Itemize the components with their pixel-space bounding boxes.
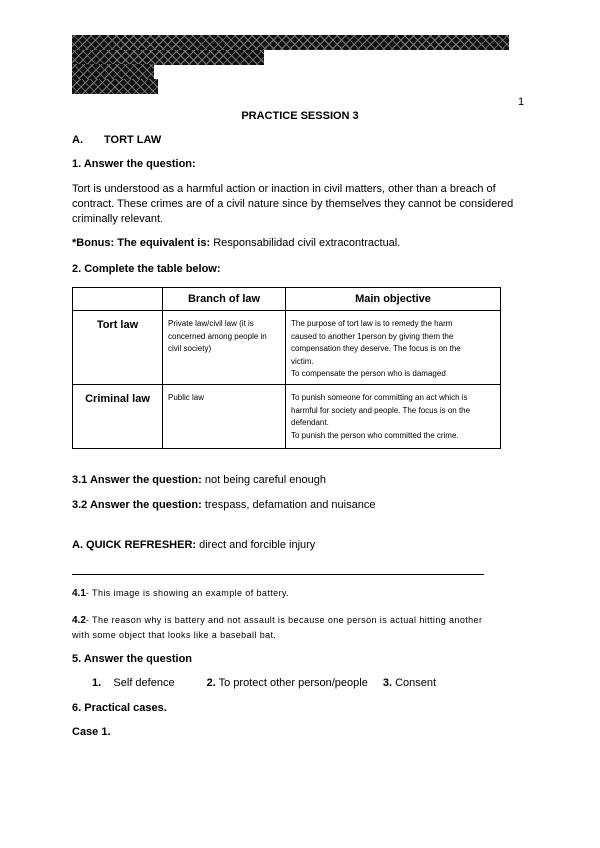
horizontal-divider bbox=[72, 574, 484, 575]
law-comparison-table bbox=[72, 287, 501, 449]
list-item-number: 2. bbox=[206, 677, 216, 689]
q42-line bbox=[72, 613, 482, 628]
q1-answer-line: contract. These crimes are of a civil nature since by themselves they cannot be considered bbox=[72, 198, 514, 210]
criminal-branch-cell bbox=[163, 385, 286, 449]
table-header-row bbox=[73, 288, 501, 311]
tort-objective-line: To compensate the person who is damaged bbox=[291, 369, 446, 378]
criminal-objective-line: To punish the person who committed the crime. bbox=[291, 430, 459, 440]
quick-refresher-label: A. QUICK REFRESHER: bbox=[72, 539, 197, 551]
q41-text: - This image is showing an example of battery. bbox=[85, 588, 290, 598]
section-a-letter: A. bbox=[72, 134, 83, 146]
q1-answer-line: Tort is understood as a harmful action or inaction in civil matters, other than a breach of bbox=[72, 183, 496, 195]
q42-paragraph bbox=[72, 613, 482, 643]
tort-objective-line: The purpose of tort law is to remedy the harm bbox=[291, 319, 453, 328]
section-a-title: TORT LAW bbox=[104, 134, 162, 146]
q5-heading: 5. Answer the question bbox=[72, 653, 193, 665]
row-label-criminal-law: Criminal law bbox=[73, 385, 163, 449]
quick-refresher-line bbox=[72, 539, 315, 551]
bonus-text: Responsabilidad civil extracontractual. bbox=[213, 237, 401, 249]
criminal-objective-line: harmful for society and people. The focus is on the bbox=[291, 405, 471, 415]
case1-heading: Case 1. bbox=[72, 726, 111, 738]
q6-heading: 6. Practical cases. bbox=[72, 702, 167, 714]
bonus-label: *Bonus: The equivalent is: bbox=[72, 237, 211, 249]
q5-answer-list bbox=[92, 677, 436, 689]
q32-answer: trespass, defamation and nuisance bbox=[204, 499, 376, 511]
q41-line bbox=[72, 586, 289, 601]
tort-branch-line: civil society) bbox=[168, 344, 212, 353]
tort-objective-line: victim. bbox=[291, 356, 314, 366]
list-item-text: To protect other person/people bbox=[218, 677, 368, 689]
q1-answer bbox=[72, 182, 513, 227]
list-item-number: 3. bbox=[382, 677, 393, 689]
redacted-header-line-2 bbox=[72, 50, 264, 65]
quick-refresher-answer: direct and forcible injury bbox=[199, 539, 316, 551]
table-header-branch: Branch of law bbox=[163, 288, 286, 311]
list-item bbox=[92, 677, 175, 689]
tort-branch-line: concerned among people in bbox=[168, 331, 267, 341]
criminal-objective-line: defendant. bbox=[291, 418, 329, 427]
q42-label: 4.2 bbox=[72, 615, 86, 626]
q32-line bbox=[72, 499, 375, 511]
q1-answer-line: criminally relevant. bbox=[72, 213, 164, 225]
tort-branch-cell bbox=[163, 311, 286, 385]
tort-objective-cell bbox=[286, 311, 501, 385]
table-header-objective: Main objective bbox=[286, 288, 501, 311]
table-row bbox=[73, 385, 501, 449]
bonus-line bbox=[72, 237, 400, 249]
q42-text-line-2: with some object that looks like a baseball bat. bbox=[72, 630, 277, 640]
q42-text-line-1: - The reason why is battery and not assault is because one person is actual hitting another bbox=[85, 615, 483, 625]
q41-label: 4.1 bbox=[72, 588, 86, 599]
criminal-branch-line: Public law bbox=[168, 393, 205, 402]
list-item-text: Self defence bbox=[113, 677, 175, 689]
redacted-header-line-3 bbox=[72, 64, 154, 79]
list-item bbox=[207, 677, 368, 689]
q2-heading: 2. Complete the table below: bbox=[72, 263, 221, 275]
criminal-objective-cell bbox=[286, 385, 501, 449]
tort-objective-line: caused to another 1person by giving them the bbox=[291, 331, 454, 341]
criminal-objective-line: To punish someone for committing an act which is bbox=[291, 393, 468, 402]
tort-branch-line: Private law/civil law (it is bbox=[168, 319, 254, 328]
table-row bbox=[73, 311, 501, 385]
q32-label: 3.2 Answer the question: bbox=[72, 499, 202, 511]
row-label-tort-law: Tort law bbox=[73, 311, 163, 385]
q31-label: 3.1 Answer the question: bbox=[72, 474, 202, 486]
page-title: PRACTICE SESSION 3 bbox=[241, 110, 359, 122]
section-a-heading bbox=[72, 134, 161, 146]
tort-objective-line: compensation they deserve. The focus is on the bbox=[291, 344, 461, 353]
redacted-header-line-4 bbox=[72, 79, 158, 94]
page-number: 1 bbox=[518, 96, 525, 108]
q31-answer: not being careful enough bbox=[204, 474, 326, 486]
redacted-header-line-1 bbox=[72, 35, 509, 50]
list-item-number: 1. bbox=[92, 677, 102, 689]
list-item-text: Consent bbox=[395, 677, 437, 689]
table-header-empty bbox=[73, 288, 163, 311]
q31-line bbox=[72, 474, 326, 486]
list-item bbox=[383, 677, 436, 689]
q1-heading: 1. Answer the question: bbox=[72, 158, 196, 170]
